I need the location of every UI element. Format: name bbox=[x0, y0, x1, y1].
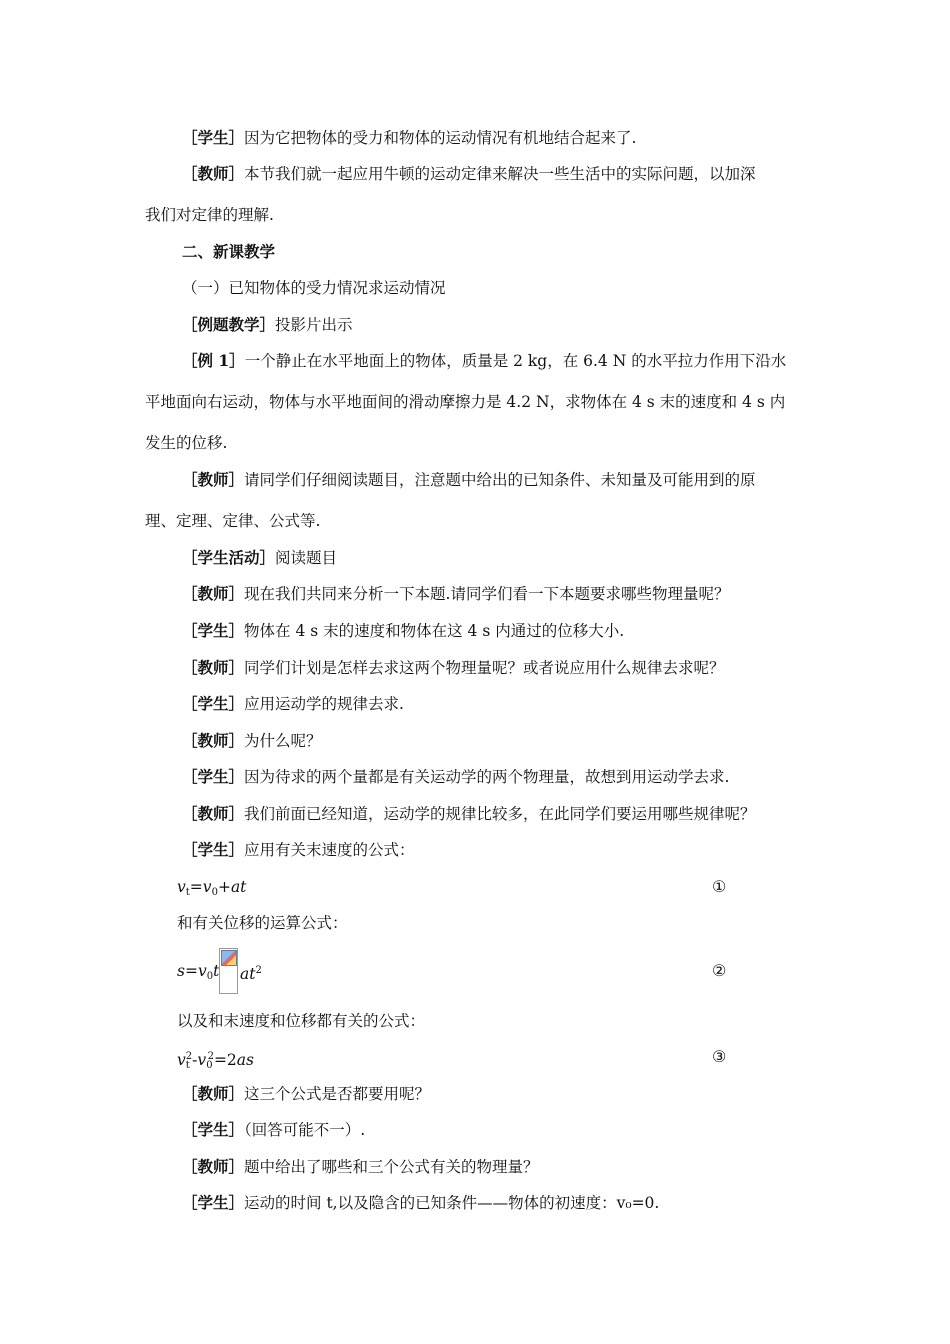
speaker-tag: ［学生］ bbox=[182, 1193, 245, 1212]
line-text: 请同学们仔细阅读题目，注意题中给出的已知条件、未知量及可能用到的原 bbox=[244, 471, 756, 489]
paragraph-line bbox=[145, 511, 320, 531]
line-text: 发生的位移. bbox=[145, 434, 228, 452]
speaker-tag: ［教师］ bbox=[182, 804, 245, 823]
speaker-tag: ［学生］ bbox=[182, 1120, 245, 1139]
line-text: 这三个公式是否都要用呢？ bbox=[244, 1085, 431, 1103]
speaker-tag: ［学生］ bbox=[182, 767, 245, 786]
line-text: 阅读题目 bbox=[275, 549, 338, 567]
paragraph-line bbox=[182, 315, 353, 335]
line-text: （回答可能不一）. bbox=[244, 1121, 366, 1139]
speaker-tag: ［学生］ bbox=[182, 128, 245, 147]
line-text: 题中给出了哪些和三个公式有关的物理量？ bbox=[244, 1158, 539, 1176]
formula-displacement-tail: $at^2$ bbox=[240, 965, 262, 983]
paragraph-line bbox=[182, 1157, 539, 1177]
line-text: 因为它把物体的受力和物体的运动情况有机地结合起来了. bbox=[244, 129, 637, 147]
line-text: 为什么呢？ bbox=[244, 732, 322, 750]
paragraph-line: 以及和末速度和位移都有关的公式： bbox=[177, 1012, 426, 1030]
paragraph-line bbox=[182, 584, 729, 604]
line-text: 本节我们就一起应用牛顿的运动定律来解决一些生活中的实际问题，以加深 bbox=[244, 165, 756, 183]
line-text: 运动的时间 t,以及隐含的已知条件——物体的初速度：v₀=0. bbox=[244, 1194, 660, 1212]
paragraph-line bbox=[182, 470, 756, 490]
speaker-tag: ［学生］ bbox=[182, 694, 245, 713]
example-line bbox=[145, 433, 227, 453]
paragraph-line bbox=[182, 621, 624, 641]
line-text: 我们前面已经知道，运动学的规律比较多，在此同学们要运用哪些规律呢？ bbox=[244, 805, 756, 823]
speaker-tag: ［教师］ bbox=[182, 1157, 245, 1176]
formula-number: ② bbox=[712, 961, 727, 980]
formula-number: ① bbox=[712, 877, 727, 896]
paragraph-line bbox=[182, 840, 415, 860]
paragraph-line bbox=[182, 694, 404, 714]
paragraph-line bbox=[182, 658, 725, 678]
section-tag: ［学生活动］ bbox=[182, 548, 276, 567]
paragraph-line bbox=[145, 205, 274, 225]
paragraph-line bbox=[182, 164, 756, 184]
paragraph-line: 和有关位移的运算公式： bbox=[177, 914, 348, 932]
formula-velocity-displacement: $v_t^2-v_0^2=2as$ bbox=[177, 1051, 254, 1071]
speaker-tag: ［教师］ bbox=[182, 164, 245, 183]
paragraph-line bbox=[182, 1193, 659, 1213]
line-text: 理、定理、定律、公式等. bbox=[145, 512, 321, 530]
broken-image-icon bbox=[219, 948, 238, 994]
example-line bbox=[182, 351, 786, 371]
line-text: 物体在 4 s 末的速度和物体在这 4 s 内通过的位移大小. bbox=[244, 622, 625, 640]
paragraph-line bbox=[182, 731, 322, 751]
paragraph-line bbox=[182, 1084, 430, 1104]
speaker-tag: ［教师］ bbox=[182, 731, 245, 750]
paragraph-line bbox=[182, 548, 337, 568]
subsection-heading: （一）已知物体的受力情况求运动情况 bbox=[182, 279, 446, 297]
paragraph-line bbox=[182, 804, 756, 824]
line-text: 我们对定律的理解. bbox=[145, 206, 274, 224]
line-text: 应用运动学的规律去求. bbox=[244, 695, 404, 713]
speaker-tag: ［教师］ bbox=[182, 658, 245, 677]
image-placeholder-icon bbox=[221, 950, 237, 966]
paragraph-line bbox=[182, 1120, 365, 1140]
line-text: 因为待求的两个量都是有关运动学的两个物理量，故想到用运动学去求. bbox=[244, 768, 730, 786]
line-text: 应用有关末速度的公式： bbox=[244, 841, 415, 859]
line-text: 投影片出示 bbox=[275, 316, 353, 334]
paragraph-line bbox=[182, 767, 729, 787]
speaker-tag: ［学生］ bbox=[182, 840, 245, 859]
example-line bbox=[145, 392, 785, 412]
formula-displacement: $s=v_0t$ bbox=[177, 962, 220, 982]
section-tag: ［例题教学］ bbox=[182, 315, 276, 334]
speaker-tag: ［教师］ bbox=[182, 470, 245, 489]
line-text: 一个静止在水平地面上的物体，质量是 2 kg，在 6.4 N 的水平拉力作用下沿水 bbox=[244, 352, 787, 370]
line-text: 平地面向右运动，物体与水平地面间的滑动摩擦力是 4.2 N，求物体在 4 s 末的速度和 4 s 内 bbox=[145, 393, 786, 411]
speaker-tag: ［教师］ bbox=[182, 1084, 245, 1103]
paragraph-line bbox=[182, 128, 636, 148]
example-tag: ［例 1］ bbox=[182, 351, 245, 370]
speaker-tag: ［学生］ bbox=[182, 621, 245, 640]
section-heading: 二、新课教学 bbox=[182, 242, 276, 261]
speaker-tag: ［教师］ bbox=[182, 584, 245, 603]
line-text: 现在我们共同来分析一下本题.请同学们看一下本题要求哪些物理量呢？ bbox=[244, 585, 730, 603]
line-text: 同学们计划是怎样去求这两个物理量呢？或者说应用什么规律去求呢？ bbox=[244, 659, 725, 677]
formula-velocity: $v_t=v_0+at$ bbox=[177, 878, 247, 898]
formula-number: ③ bbox=[712, 1047, 727, 1066]
